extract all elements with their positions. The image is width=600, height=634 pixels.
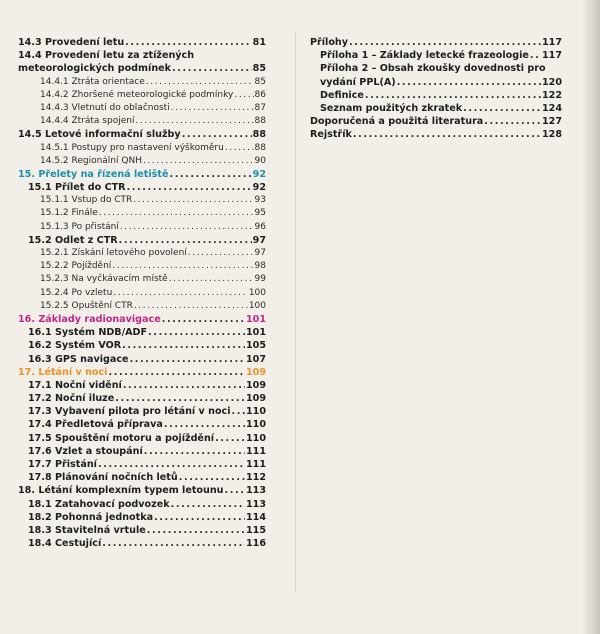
dot-leader bbox=[179, 471, 245, 484]
toc-entry bbox=[18, 445, 266, 458]
toc-entry-title: 14.5.2 Regionální QNH bbox=[40, 155, 142, 166]
toc-entry bbox=[18, 432, 266, 445]
toc-page-number: 107 bbox=[245, 353, 266, 365]
toc-entry-title: 17.5 Spouštění motoru a pojíždění bbox=[28, 432, 215, 444]
toc-page-number: 85 bbox=[254, 76, 266, 87]
toc-page-number: 87 bbox=[254, 102, 266, 113]
toc-entry-title: Přílohy bbox=[310, 37, 349, 48]
toc-entry-title: 14.4.4 Ztráta spojení bbox=[40, 116, 135, 127]
toc-page-number: 93 bbox=[254, 195, 266, 206]
toc-page-number: 109 bbox=[245, 393, 266, 405]
toc-entry bbox=[310, 49, 562, 62]
toc-entry bbox=[310, 115, 562, 128]
toc-page-number: 88 bbox=[252, 129, 266, 141]
toc-entry-title: 16.2 Systém VOR bbox=[28, 340, 122, 352]
toc-page-number: 117 bbox=[541, 50, 562, 62]
toc-page-number: 122 bbox=[541, 89, 562, 101]
toc-entry-title: 14.5 Letové informační služby bbox=[18, 129, 181, 141]
dot-leader bbox=[130, 353, 245, 366]
toc-entry-title: 15.1.3 Po přistání bbox=[40, 221, 119, 232]
toc-page-number: 110 bbox=[245, 419, 266, 431]
toc-entry bbox=[310, 102, 562, 115]
toc-entry bbox=[18, 102, 266, 115]
toc-entry-title: 15.1.1 Vstup do CTR bbox=[40, 195, 133, 206]
toc-entry bbox=[18, 418, 266, 431]
toc-entry bbox=[18, 471, 266, 484]
toc-entry-title: vydání PPL(A) bbox=[320, 76, 396, 88]
toc-page-number: 116 bbox=[245, 538, 266, 550]
dot-leader bbox=[530, 49, 541, 62]
dot-leader bbox=[143, 155, 254, 168]
toc-entry bbox=[310, 128, 562, 141]
toc-entry bbox=[18, 89, 266, 102]
toc-entry-title: 18. Létání komplexním typem letounu bbox=[18, 485, 224, 497]
toc-page-number: 117 bbox=[541, 37, 562, 48]
dot-leader bbox=[144, 445, 245, 458]
toc-entry-title: 18.3 Stavitelná vrtule bbox=[28, 524, 146, 536]
toc-entry bbox=[18, 221, 266, 234]
toc-entry bbox=[18, 260, 266, 273]
toc-entry-title: Definice bbox=[320, 89, 364, 101]
toc-page-number: 111 bbox=[245, 459, 266, 470]
dot-leader bbox=[172, 62, 252, 75]
toc-entry-line: 14.4 Provedení letu za ztížených bbox=[18, 50, 195, 62]
toc-entry-title: 17.6 Vzlet a stoupání bbox=[28, 445, 143, 457]
dot-leader bbox=[115, 392, 245, 405]
dot-leader bbox=[162, 313, 245, 326]
toc-entry bbox=[18, 458, 266, 471]
toc-page-number: 92 bbox=[252, 168, 266, 180]
dot-leader bbox=[182, 128, 252, 141]
toc-entry-title: 14.3 Provedení letu bbox=[18, 37, 125, 48]
dot-leader bbox=[133, 194, 253, 207]
dot-leader bbox=[164, 418, 245, 431]
dot-leader bbox=[102, 537, 245, 550]
toc-entry bbox=[18, 484, 266, 497]
toc-entry-title: 17.4 Předletová příprava bbox=[28, 419, 163, 431]
toc-entry-title: 18.2 Pohonná jednotka bbox=[28, 511, 154, 523]
toc-entry bbox=[18, 155, 266, 168]
dot-leader bbox=[125, 36, 251, 49]
dot-leader bbox=[127, 181, 252, 194]
toc-page-number: 100 bbox=[248, 300, 266, 311]
toc-entry bbox=[18, 537, 266, 550]
dot-leader bbox=[169, 273, 254, 286]
toc-page-number: 124 bbox=[541, 102, 562, 114]
toc-entry-title: 15.1 Přílet do CTR bbox=[28, 182, 126, 194]
dot-leader bbox=[171, 102, 254, 115]
toc-entry-title: 15. Přelety na řízená letiště bbox=[18, 168, 169, 180]
toc-entry bbox=[18, 62, 266, 75]
toc-entry-title: 16. Základy radionavigace bbox=[18, 313, 161, 325]
dot-leader bbox=[148, 326, 245, 339]
dot-leader bbox=[349, 36, 541, 49]
toc-entry-title: Příloha 1 – Základy letecké frazeologie bbox=[320, 50, 529, 62]
toc-entry-title: 15.2.5 Opuštění CTR bbox=[40, 300, 133, 311]
toc-page-number: 97 bbox=[254, 248, 266, 258]
toc-entry-title: 18.1 Zatahovací podvozek bbox=[28, 498, 170, 510]
dot-leader bbox=[120, 221, 254, 234]
dot-leader bbox=[225, 142, 254, 155]
toc-entry-line: Příloha 2 – Obsah zkoušky dovednosti pro bbox=[320, 63, 546, 75]
dot-leader bbox=[188, 247, 254, 260]
toc-entry-title: 14.4.3 Vletnutí do oblačnosti bbox=[40, 102, 170, 113]
toc-page-number: 113 bbox=[245, 498, 266, 510]
toc-page-number: 100 bbox=[248, 287, 266, 298]
dot-leader bbox=[171, 498, 245, 511]
toc-entry bbox=[310, 76, 562, 89]
toc-entry-title: Doporučená a použitá literatura bbox=[310, 116, 484, 128]
toc-entry bbox=[18, 142, 266, 155]
toc-entry-title: 15.2 Odlet z CTR bbox=[28, 234, 118, 246]
dot-leader bbox=[134, 300, 248, 313]
toc-page-number: 90 bbox=[254, 155, 266, 166]
toc-page-number: 115 bbox=[245, 524, 266, 536]
dot-leader bbox=[397, 76, 541, 89]
toc-entry bbox=[18, 300, 266, 313]
toc-entry bbox=[18, 339, 266, 352]
toc-entry-title: 17.8 Plánování nočních letů bbox=[28, 472, 178, 484]
toc-entry bbox=[310, 36, 562, 49]
toc-entry-title: 17.2 Noční iluze bbox=[28, 393, 115, 405]
dot-leader bbox=[484, 115, 541, 128]
toc-page-number: 114 bbox=[245, 511, 266, 523]
toc-page-number: 92 bbox=[252, 182, 266, 194]
toc-page-number: 97 bbox=[252, 234, 266, 246]
toc-page-number: 110 bbox=[245, 406, 266, 418]
toc-page-number: 81 bbox=[252, 37, 266, 48]
toc-page-number: 127 bbox=[541, 116, 562, 128]
toc-entry bbox=[18, 287, 266, 300]
toc-entry-title: 15.2.2 Pojíždění bbox=[40, 261, 112, 272]
toc-entry bbox=[18, 36, 266, 49]
toc-entry-title: 14.4.1 Ztráta orientace bbox=[40, 76, 145, 87]
toc-page-number: 101 bbox=[245, 313, 266, 325]
toc-entry-title: 17.7 Přistání bbox=[28, 459, 97, 470]
toc-entry bbox=[18, 128, 266, 141]
dot-leader bbox=[215, 432, 245, 445]
toc-entry-title: 14.4.2 Zhoršené meteorologické podmínky bbox=[40, 89, 234, 100]
toc-entry bbox=[18, 392, 266, 405]
dot-leader bbox=[122, 339, 245, 352]
dot-leader bbox=[225, 484, 245, 497]
dot-leader bbox=[365, 89, 541, 102]
toc-column-right bbox=[310, 36, 562, 142]
toc-page-number: 99 bbox=[254, 274, 266, 285]
toc-chapter bbox=[18, 168, 266, 181]
toc-page-number: 105 bbox=[245, 340, 266, 352]
toc-page-number: 109 bbox=[245, 379, 266, 391]
toc-entry-title: 15.2.4 Po vzletu bbox=[40, 287, 113, 298]
toc-page-number: 128 bbox=[541, 129, 562, 141]
toc-chapter bbox=[18, 313, 266, 326]
toc-entry bbox=[18, 273, 266, 286]
toc-page-number: 88 bbox=[254, 116, 266, 127]
toc-entry bbox=[18, 76, 266, 89]
toc-page-number: 109 bbox=[245, 366, 266, 378]
dot-leader bbox=[108, 366, 245, 379]
toc-entry bbox=[310, 89, 562, 102]
toc-entry bbox=[18, 511, 266, 524]
toc-page-number: 85 bbox=[252, 63, 266, 75]
dot-leader bbox=[463, 102, 541, 115]
toc-entry-title: 16.1 Systém NDB/ADF bbox=[28, 327, 148, 339]
toc-chapter bbox=[18, 366, 266, 379]
dot-leader bbox=[234, 89, 253, 102]
toc-page-number: 101 bbox=[245, 327, 266, 339]
page-fold-shadow bbox=[582, 0, 600, 634]
toc-page-number: 113 bbox=[245, 485, 266, 497]
toc-entry bbox=[18, 194, 266, 207]
toc-entry bbox=[18, 379, 266, 392]
toc-page-number: 98 bbox=[254, 261, 266, 272]
dot-leader bbox=[135, 115, 253, 128]
dot-leader bbox=[146, 76, 254, 89]
toc-entry bbox=[18, 115, 266, 128]
dot-leader bbox=[147, 524, 245, 537]
toc-entry bbox=[18, 247, 266, 260]
toc-entry bbox=[18, 524, 266, 537]
toc-entry-title: 15.2.1 Získání letového povolení bbox=[40, 248, 187, 258]
dot-leader bbox=[99, 207, 254, 220]
toc-entry bbox=[18, 207, 266, 220]
toc-entry bbox=[18, 234, 266, 247]
toc-entry-title: 17.1 Noční vidění bbox=[28, 379, 122, 391]
dot-leader bbox=[353, 128, 541, 141]
toc-page-number: 88 bbox=[254, 142, 266, 153]
dot-leader bbox=[232, 405, 245, 418]
toc-entry bbox=[18, 181, 266, 194]
dot-leader bbox=[154, 511, 245, 524]
column-divider bbox=[295, 32, 296, 592]
toc-entry-title: 15.1.2 Finále bbox=[40, 208, 98, 219]
toc-entry-title: 17.3 Vybavení pilota pro létání v noci bbox=[28, 406, 231, 418]
toc-entry bbox=[18, 326, 266, 339]
toc-entry-title: meteorologických podmínek bbox=[18, 63, 172, 75]
toc-entry bbox=[18, 353, 266, 366]
dot-leader bbox=[98, 458, 245, 471]
toc-page-number: 95 bbox=[254, 208, 266, 219]
toc-column-left bbox=[18, 36, 266, 550]
dot-leader bbox=[169, 168, 251, 181]
toc-page-number: 110 bbox=[245, 432, 266, 444]
toc-page-number: 120 bbox=[541, 76, 562, 88]
toc-page-number: 86 bbox=[254, 89, 266, 100]
toc-page-number: 112 bbox=[245, 472, 266, 484]
dot-leader bbox=[113, 287, 248, 300]
toc-entry bbox=[18, 405, 266, 418]
toc-entry-title: Seznam použitých zkratek bbox=[320, 102, 463, 114]
toc-entry-title: Rejstřík bbox=[310, 129, 352, 141]
dot-leader bbox=[123, 379, 245, 392]
dot-leader bbox=[112, 260, 253, 273]
toc-page-number: 111 bbox=[245, 445, 266, 457]
toc-entry-title: 17. Létání v noci bbox=[18, 366, 108, 378]
toc-entry bbox=[18, 498, 266, 511]
toc-entry-title: 15.2.3 Na vyčkávacím místě bbox=[40, 274, 168, 285]
toc-page-number: 96 bbox=[254, 221, 266, 232]
toc-entry-title: 14.5.1 Postupy pro nastavení výškoměru bbox=[40, 142, 224, 153]
toc-entry-title: 18.4 Cestující bbox=[28, 538, 102, 550]
toc-entry-title: 16.3 GPS navigace bbox=[28, 353, 129, 365]
dot-leader bbox=[119, 234, 252, 247]
